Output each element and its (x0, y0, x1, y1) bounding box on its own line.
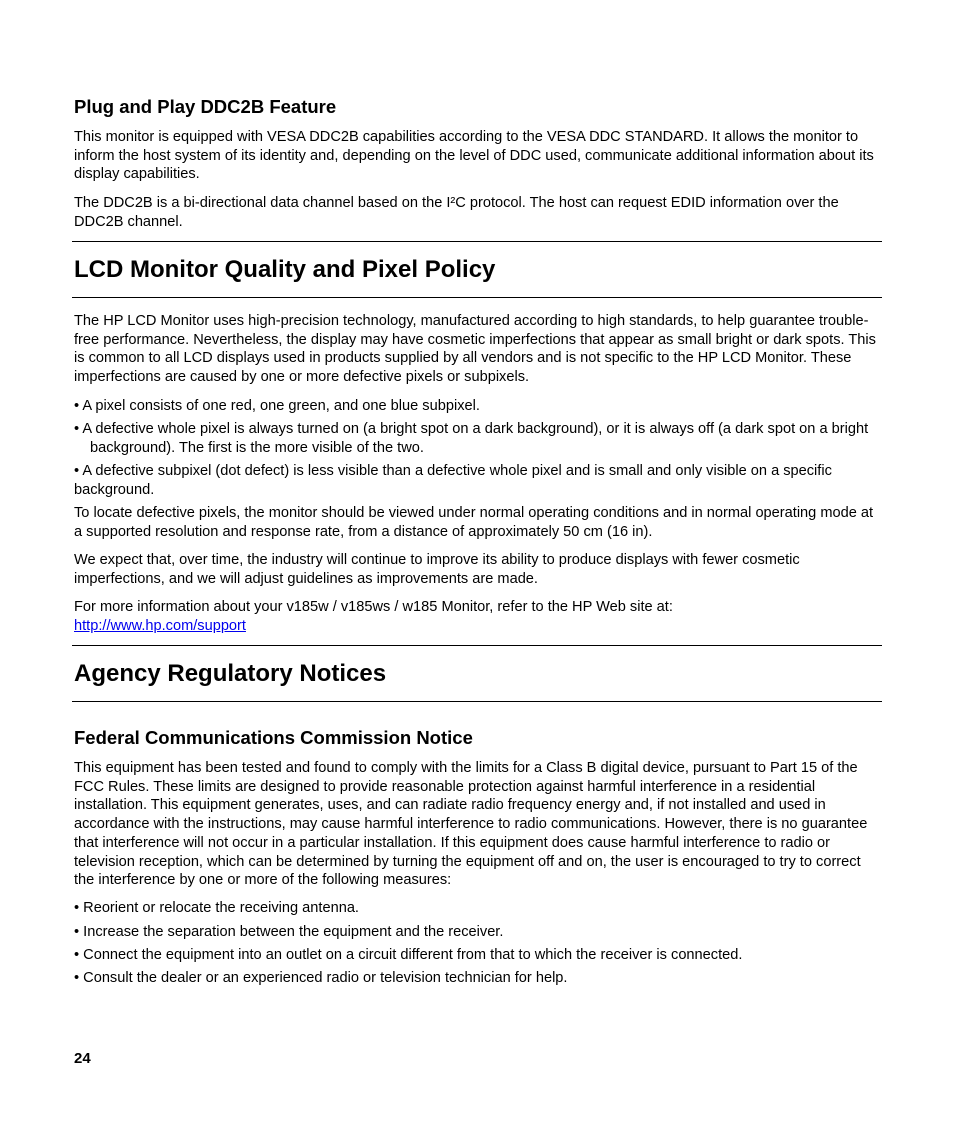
section-divider-bottom (72, 297, 882, 298)
fcc-heading: Federal Communications Commission Notice (74, 727, 473, 748)
ddc-paragraph-1: This monitor is equipped with VESA DDC2B capabilities according to the VESA DDC STANDARD. It allows the monitor to inform the host system of its identity and, depending on the level of DDC used, communicate additional information about its display capabilities. (74, 129, 874, 183)
fcc-bullet-2: • Increase the separation between the equipment and the receiver. (74, 924, 504, 940)
fcc-bullet-1: • Reorient or relocate the receiving antenna. (74, 900, 359, 916)
page-number: 24 (74, 1050, 91, 1067)
fcc-bullet-4: • Consult the dealer or an experienced radio or television technician for help. (74, 970, 568, 986)
pixel-policy-heading: LCD Monitor Quality and Pixel Policy (74, 256, 496, 283)
ddc-heading: Plug and Play DDC2B Feature (74, 96, 337, 117)
pixel-bullet-1: • A pixel consists of one red, one green, and one blue subpixel. (74, 398, 480, 414)
section-divider-top (72, 645, 882, 646)
section-divider-top (72, 241, 882, 242)
pixel-paragraph-4 (74, 598, 882, 635)
pixel-bullet-2: • A defective whole pixel is always turned on (a bright spot on a dark background), or it is always off (a dark spot on a bright background). The first is the more visible of the two. (74, 421, 869, 456)
pixel-paragraph-2: To locate defective pixels, the monitor should be viewed under normal operating conditions and in normal operating mode at a supported resolution and response rate, from a distance of approximately 50 cm (16 in). (74, 505, 874, 540)
fcc-bullet-3: • Connect the equipment into an outlet on a circuit different from that to which the receiver is connected. (74, 947, 743, 963)
fcc-paragraph: This equipment has been tested and found to comply with the limits for a Class B digital device, pursuant to Part 15 of the FCC Rules. These limits are designed to provide reasonable protection against harmful interference in a residential installation. This equipment generates, uses, and can radiate radio frequency energy and, if not installed and used in accordance with the instructions, may cause harmful interference to radio communications. However, there is no guarantee that interference will not occur in a particular installation. If this equipment does cause harmful interference to radio or television reception, which can be determined by turning the equipment off and on, the user is encouraged to try to correct the interference by one or more of the following measures: (74, 760, 868, 889)
pixel-bullet-3: • A defective subpixel (dot defect) is less visible than a defective whole pixel and is small and only visible on a specific background. (74, 463, 832, 498)
ddc-paragraph-2: The DDC2B is a bi-directional data channel based on the I²C protocol. The host can request EDID information over the DDC2B channel. (74, 195, 839, 230)
pixel-paragraph-3: We expect that, over time, the industry will continue to improve its ability to produce displays with fewer cosmetic imperfections, and we will adjust guidelines as improvements are made. (74, 552, 800, 587)
section-divider-bottom (72, 701, 882, 702)
pixel-paragraph-1: The HP LCD Monitor uses high-precision technology, manufactured according to high standards, to help guarantee trouble-free performance. Nevertheless, the display may have cosmetic imperfections that appear as small bright or dark spots. This is common to all LCD displays used in products supplied by all vendors and is not specific to the HP LCD Monitor. These imperfections are caused by one or more defective pixels or subpixels. (74, 313, 876, 386)
pixel-info-text: For more information about your v185w / v185ws / w185 Monitor, refer to the HP Web site at: (74, 599, 673, 615)
hp-support-link[interactable]: http://www.hp.com/support (74, 617, 246, 634)
agency-heading: Agency Regulatory Notices (74, 660, 387, 687)
